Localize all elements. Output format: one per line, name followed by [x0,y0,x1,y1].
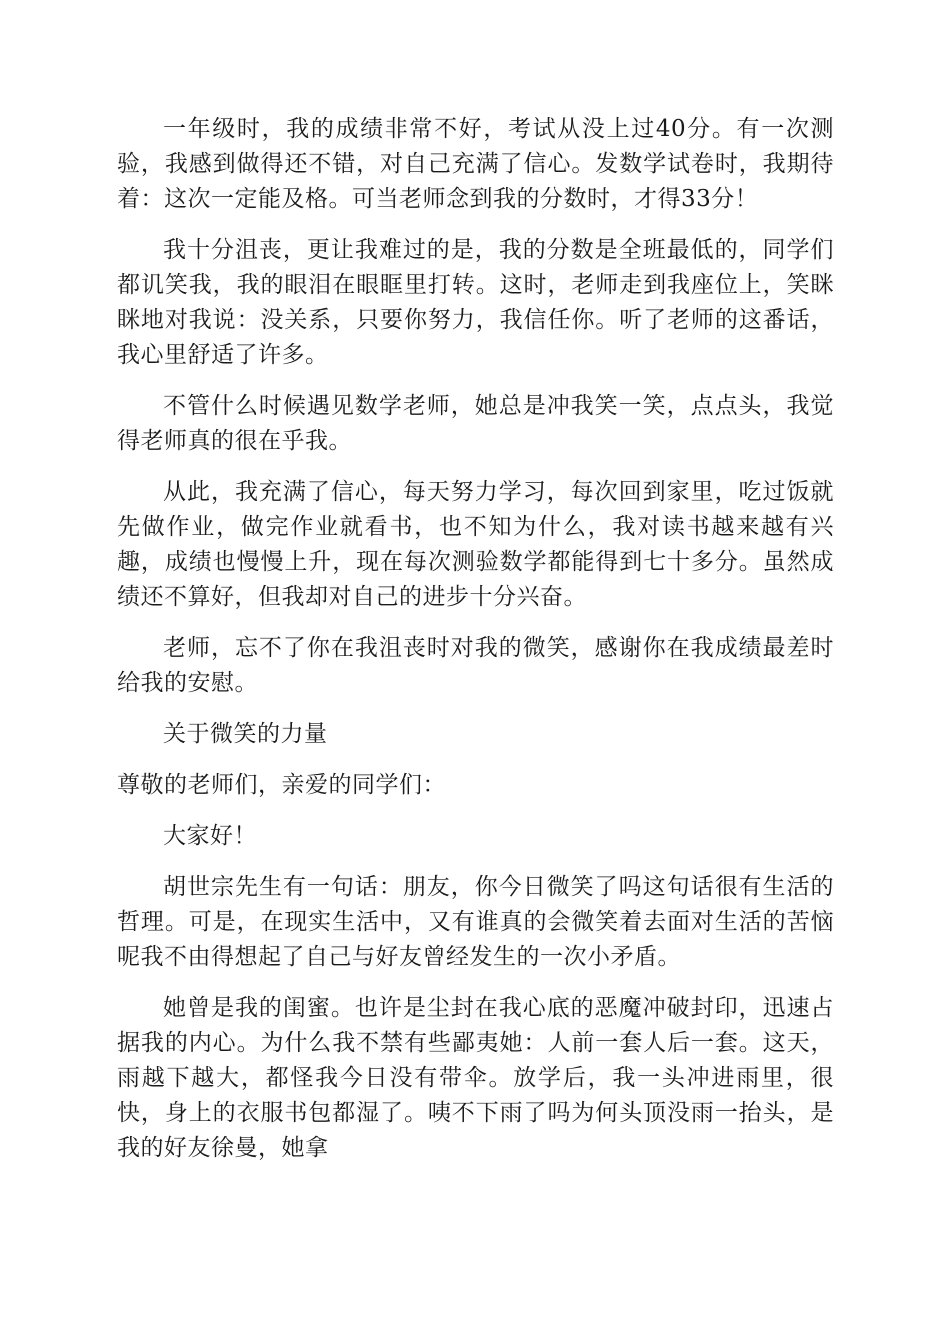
greeting: 大家好！ [163,823,257,849]
paragraph: 我十分沮丧，更让我难过的是，我的分数是全班最低的，同学们都讥笑我，我的眼泪在眼眶里打转。这时，老师走到我座位上，笑眯眯地对我说：没关系，只要你努力，我信任你。听了老师的这番话，我心里舒适了许多。 [117,237,834,368]
document-body [117,112,834,1182]
paragraph: 一年级时，我的成绩非常不好，考试从没上过40分。有一次测验，我感到做得还不错，对自己充满了信心。发数学试卷时，我期待着：这次一定能及格。可当老师念到我的分数时，才得33分！ [117,116,834,212]
paragraph: 不管什么时候遇见数学老师，她总是冲我笑一笑，点点头，我觉得老师真的很在乎我。 [117,393,834,454]
paragraph: 老师，忘不了你在我沮丧时对我的微笑，感谢你在我成绩最差时给我的安慰。 [117,635,834,696]
paragraph: 从此，我充满了信心，每天努力学习，每次回到家里，吃过饭就先做作业，做完作业就看书，也不知为什么，我对读书越来越有兴趣，成绩也慢慢上升，现在每次测验数学都能得到七十多分。虽然成绩还不算好，但我却对自己的进步十分兴奋。 [117,479,834,610]
paragraph: 胡世宗先生有一句话：朋友，你今日微笑了吗这句话很有生活的哲理。可是，在现实生活中，又有谁真的会微笑着去面对生活的苦恼呢我不由得想起了自己与好友曾经发生的一次小矛盾。 [117,874,834,970]
paragraph: 她曾是我的闺蜜。也许是尘封在我心底的恶魔冲破封印，迅速占据我的内心。为什么我不禁有些鄙夷她：人前一套人后一套。这天，雨越下越大，都怪我今日没有带伞。放学后，我一头冲进雨里，很快，身上的衣服书包都湿了。咦不下雨了吗为何头顶没雨一抬头，是我的好友徐曼，她拿 [117,995,834,1161]
section-title: 关于微笑的力量 [163,721,328,747]
salutation: 尊敬的老师们，亲爱的同学们： [117,772,446,798]
